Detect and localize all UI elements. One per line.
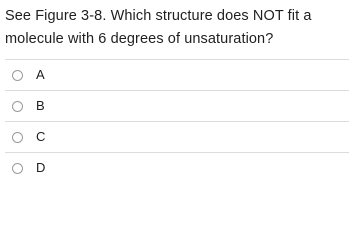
- radio-button-b[interactable]: [12, 101, 23, 112]
- option-c[interactable]: [5, 121, 349, 152]
- option-b-label: B: [36, 98, 45, 113]
- option-d-label: D: [36, 160, 46, 175]
- radio-button-d[interactable]: [12, 163, 23, 174]
- option-a-label: A: [36, 67, 45, 82]
- option-b[interactable]: [5, 90, 349, 121]
- question-text: See Figure 3-8. Which structure does NOT fit a molecule with 6 degrees of unsaturation?: [5, 8, 312, 47]
- option-a[interactable]: [5, 59, 349, 90]
- radio-button-a[interactable]: [12, 70, 23, 81]
- answer-options: [5, 59, 349, 183]
- option-c-label: C: [36, 129, 46, 144]
- radio-button-c[interactable]: [12, 132, 23, 143]
- option-d[interactable]: [5, 152, 349, 183]
